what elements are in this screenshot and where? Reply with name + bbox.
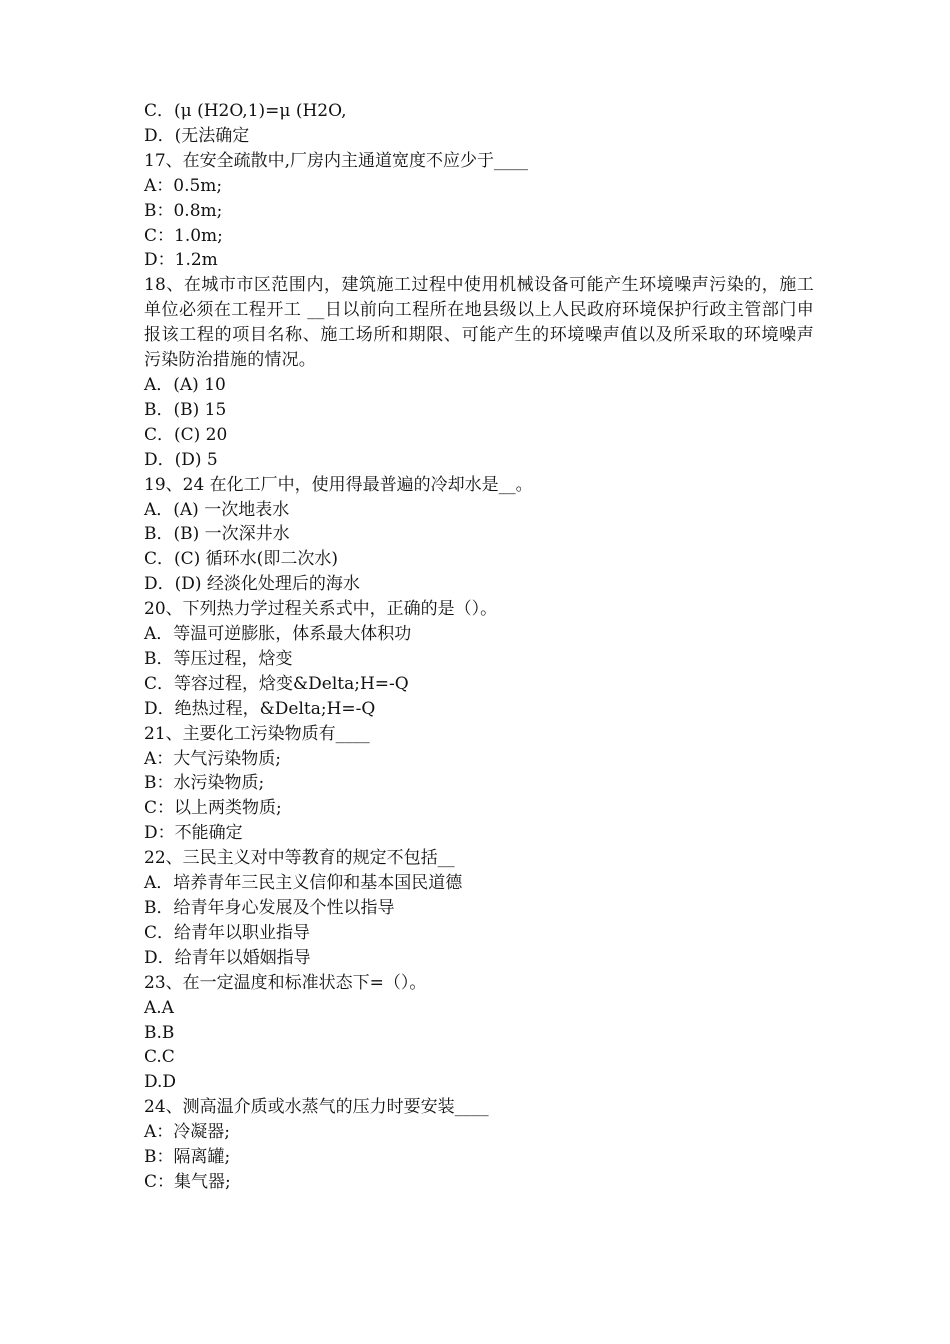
option-c-q16: C．(μ (H2O,1)=μ (H2O, [144, 101, 347, 121]
option-c-q22: C．给青年以职业指导 [144, 922, 311, 943]
option-c-q17: C：1.0m; [144, 225, 223, 246]
option-d-q22: D．给青年以婚姻指导 [144, 947, 311, 968]
option-a-q22: A．培养青年三民主义信仰和基本国民道德 [144, 873, 463, 894]
option-a-q19: A．(A) 一次地表水 [144, 499, 290, 520]
question-24: 24、测高温介质或水蒸气的压力时要安装____ [144, 1097, 489, 1118]
question-22: 22、三民主义对中等教育的规定不包括__ [144, 848, 455, 869]
option-a-q20: A．等温可逆膨胀，体系最大体积功 [144, 624, 412, 645]
option-b-q21: B：水污染物质; [144, 773, 265, 794]
option-a-q21: A：大气污染物质; [144, 748, 282, 769]
option-a-q24: A：冷凝器; [144, 1122, 231, 1143]
option-d-q23: D.D [144, 1072, 177, 1093]
option-b-q18: B．(B) 15 [144, 399, 227, 420]
option-c-q20: C．等容过程，焓变&Delta;H=-Q [144, 673, 409, 694]
document-body [144, 99, 814, 1195]
question-21: 21、主要化工污染物质有____ [144, 723, 370, 744]
option-b-q19: B．(B) 一次深井水 [144, 524, 290, 545]
option-d-q17: D：1.2m [144, 250, 218, 271]
option-c-q23: C.C [144, 1047, 175, 1068]
option-c-q21: C：以上两类物质; [144, 798, 282, 819]
question-18: 18、在城市市区范围内，建筑施工过程中使用机械设备可能产生环境噪声污染的，施工单位必须在工程开工 __日以前向工程所在地县级以上人民政府环境保护行政主管部门申报该工程的项目名称、施工场所和期限、可能产生的环境噪声值以及所采取的环境噪声污染防治措施的情况。 [144, 275, 814, 371]
option-a-q17: A：0.5m; [144, 175, 223, 196]
option-b-q20: B．等压过程，焓变 [144, 648, 293, 669]
option-b-q24: B：隔离罐; [144, 1147, 231, 1168]
option-d-q20: D．绝热过程，&Delta;H=-Q [144, 698, 376, 719]
option-d-q19: D．(D) 经淡化处理后的海水 [144, 574, 360, 595]
question-19: 19、24 在化工厂中，使用得最普遍的冷却水是__。 [144, 474, 533, 495]
option-a-q18: A．(A) 10 [144, 374, 226, 395]
option-c-q19: C．(C) 循环水(即二次水) [144, 549, 338, 570]
question-17: 17、在安全疏散中,厂房内主通道宽度不应少于____ [144, 150, 529, 171]
option-b-q22: B．给青年身心发展及个性以指导 [144, 898, 395, 918]
option-b-q23: B.B [144, 1022, 175, 1043]
option-b-q17: B：0.8m; [144, 200, 223, 221]
option-a-q23: A.A [144, 997, 174, 1018]
option-c-q18: C．(C) 20 [144, 424, 228, 445]
option-c-q24: C：集气器; [144, 1171, 231, 1192]
option-d-q18: D．(D) 5 [144, 449, 218, 470]
question-23: 23、在一定温度和标准状态下=（）。 [144, 972, 427, 993]
option-d-q21: D：不能确定 [144, 823, 243, 844]
question-20: 20、下列热力学过程关系式中，正确的是（）。 [144, 599, 498, 620]
option-d-q16: D．(无法确定 [144, 125, 250, 146]
